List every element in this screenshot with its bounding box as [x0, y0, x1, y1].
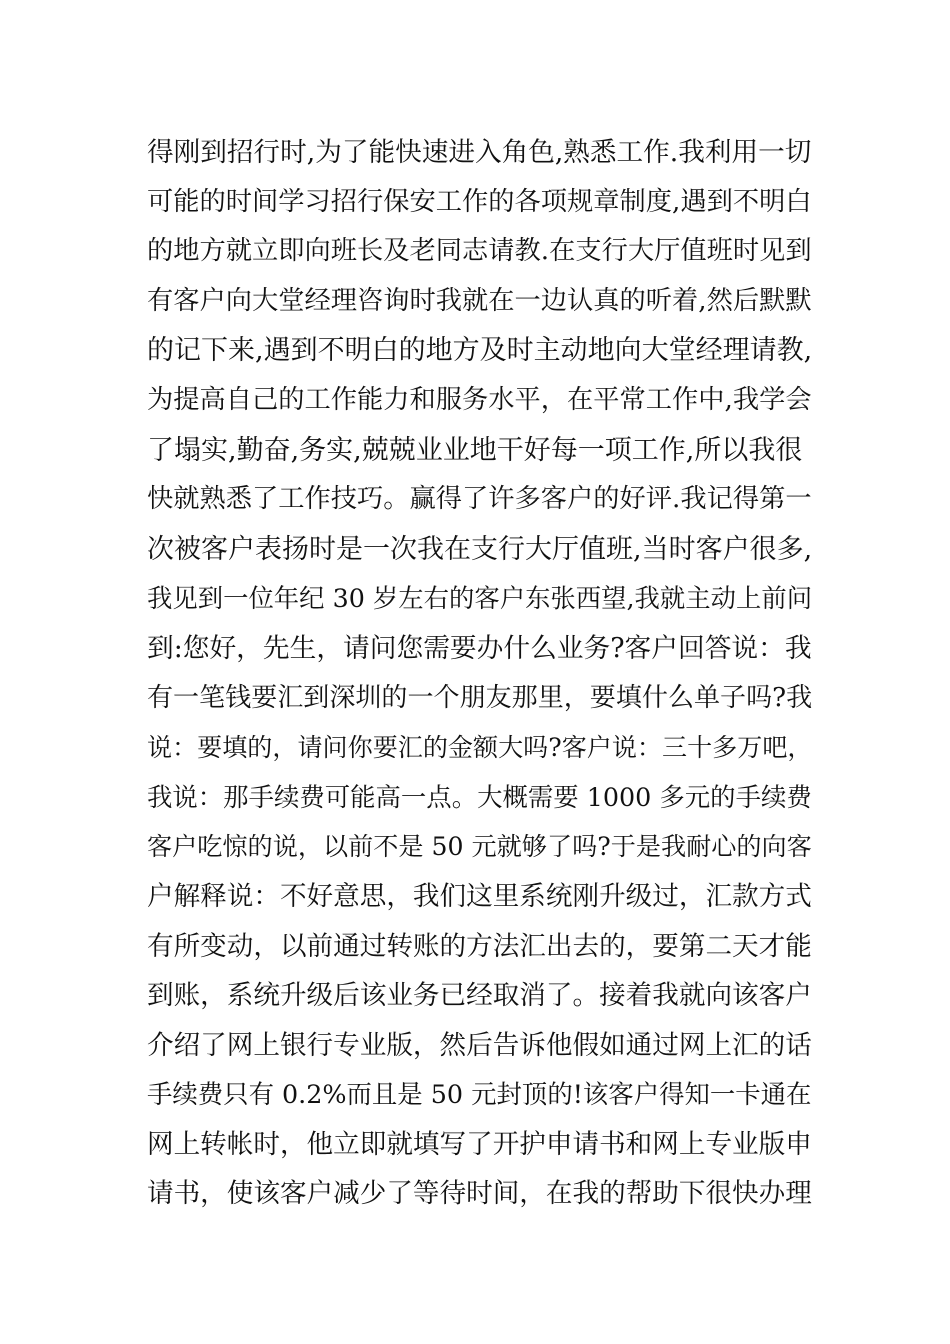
- text-line-21: 网上转帐时，他立即就填写了开护申请书和网上专业版申: [147, 1128, 812, 1160]
- text-line-5: 的记下来,遇到不明白的地方及时主动地向大堂经理请教,: [147, 335, 813, 367]
- text-line-13: 说：要填的，请问你要汇的金额大吗?客户说：三十多万吧，: [147, 733, 813, 763]
- text-line-8: 快就熟悉了工作技巧。赢得了许多客户的好评.我记得第一: [147, 484, 812, 515]
- text-line-4: 有客户向大堂经理咨询时我就在一边认真的听着,然后默默: [147, 285, 812, 316]
- text-line-14: 我说：那手续费可能高一点。大概需要 1000 多元的手续费: [147, 781, 812, 812]
- text-line-1: 得刚到招行时,为了能快速进入角色,熟悉工作.我利用一切: [147, 137, 812, 168]
- text-line-15: 客户吃惊的说，以前不是 50 元就够了吗?于是我耐心的向客: [147, 832, 812, 862]
- text-line-6: 为提高自己的工作能力和服务水平，在平常工作中,我学会: [147, 384, 812, 415]
- text-line-10: 我见到一位年纪 30 岁左右的客户东张西望,我就主动上前问: [147, 583, 813, 614]
- text-line-20: 手续费只有 0.2%而且是 50 元封顶的!该客户得知一卡通在: [147, 1079, 812, 1110]
- document-text-body: [147, 128, 812, 1219]
- text-line-17: 有所变动，以前通过转账的方法汇出去的，要第二天才能: [147, 930, 812, 962]
- text-line-12: 有一笔钱要汇到深圳的一个朋友那里，要填什么单子吗?我: [147, 682, 813, 713]
- text-line-3: 的地方就立即向班长及老同志请教.在支行大厅值班时见到: [147, 236, 812, 267]
- text-line-11: 到:您好，先生，请问您需要办什么业务?客户回答说：我: [147, 632, 812, 664]
- text-line-22: 请书，使该客户减少了等待时间，在我的帮助下很快办理: [147, 1178, 812, 1210]
- text-line-7: 了塌实,勤奋,务实,兢兢业业地干好每一项工作,所以我很: [147, 434, 803, 466]
- text-line-19: 介绍了网上银行专业版，然后告诉他假如通过网上汇的话: [147, 1029, 812, 1061]
- text-line-9: 次被客户表扬时是一次我在支行大厅值班,当时客户很多,: [147, 533, 813, 565]
- text-line-2: 可能的时间学习招行保安工作的各项规章制度,遇到不明白: [147, 186, 812, 217]
- text-line-18: 到账，系统升级后该业务已经取消了。接着我就向该客户: [147, 980, 812, 1012]
- text-line-16: 户解释说：不好意思，我们这里系统刚升级过，汇款方式: [147, 880, 812, 912]
